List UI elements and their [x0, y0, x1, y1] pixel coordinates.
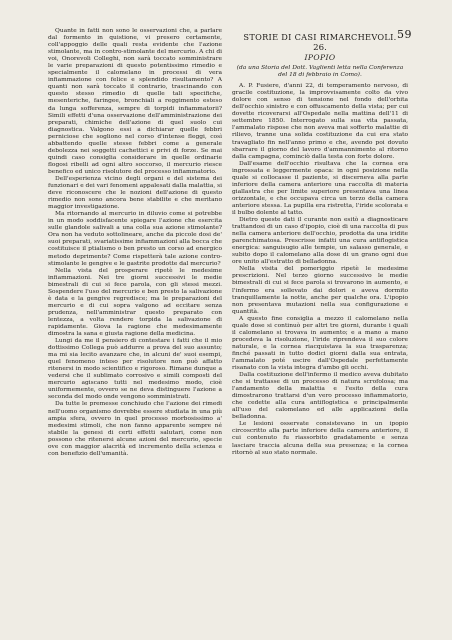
left-paragraph: Ma ritornando al mercurio in diluvio come si potrebbe in un modo soddisfacente spiegare l'azione che esercita sulle glandole salivali a una colla sua azione stimolante? Ora non ha veduto sottolineare, anche da piccole dosi de' suoi preparati, svariatissime infiammazioni alla bocca che costituisce il ptialismo o ben presto un corso ad energico metodo deprimente? Come rispetterà tale azione contro-stimolante le gengive e le gastrite prodotte dal mercurio?	[48, 211, 222, 267]
left-paragraph: Da tutte le premesse conchiudo che l'azione dei rimedi nell'uomo organismo dovrebbe essere studiata in una più ampia sfera, ovvero in quel processo morbosissimo a' medesimi stimoli, che non fanno apparente sempre né stabile la genesi di certi effetti salutari, come non possono che ritenersi alcune azioni del mercurio, specie ove con maggior alacrità ed incremento della scienza e con benefizio dell'umanità.	[48, 401, 222, 457]
right-paragraph: Dall'esame dell'occhio risultava che la cornea era ingrossata e leggermente opaca: in ogni posizione nella quale si collocasse il paziente, si discerneva alla parte inferiore della camera anteriore una raccolta di materia giallastra che per limite superiore presentava una linea orizzontale, e che occupava circa un terzo della camera anteriore stessa. La pupilla era ristretta, l'iride scolorata e il bulbo dolente al tatto.	[232, 160, 408, 216]
section-number: 26.	[313, 43, 327, 54]
left-paragraph: Dell'esperienza vicino degli organi e del sistema dei funzionari e dei vari fenomeni appalesati dalla malattia, si deve riconoscere che le nozioni dell'azione di questo rimedio non sono ancora bene stabilite e che meritano maggior investigazione.	[48, 175, 222, 211]
left-paragraph: Nella vista del prosperare ripetè le medesime infiammazioni. Nei tre giorni successivi le medie bimestrali di cui si fece parola, con gli stessi mezzi. Sospendere l'uso del mercurio e ben presto la salivazione è data e la gengive regredisce; ma le preparazioni del mercurio e di cui sopra valgono ad eccitare senza prudenza, nell'amministrar questo preparato con lentezza, a volta rendere torpida la salivazione di rapidamente. Giova la ragione che medesimamente dimostra la sana e giusta ragione della medicina.	[48, 267, 222, 338]
section-source-note: (da una Storia del Dott. Vaglienti letta nella Conferenza del 18 di febbraio in Como).	[236, 65, 404, 79]
right-paragraph: Dalla costituzione dell'infermo il medico aveva dubitato che si trattasse di un processo di natura scrofolosa; ma l'andamento della malattia e l'esito della cura dimostrarono trattarsi d'un vero processo infiammatorio, che cedette alla cura antiflogistica e principalmente all'uso del calomelano ed alle applicazioni della belladonna.	[232, 372, 408, 421]
right-paragraph: Le lesioni osservate consistevano in un ipopio circoscritto alla parte inferiore della camera anteriore, il cui contenuto fu riassorbito gradatamente e senza lasciare traccia alcuna della sua presenza; e la cornea ritornò al suo stato normale.	[232, 421, 408, 456]
left-paragraph: Lungi da me il pensiero di contestare i fatti che il mio dottissimo Collega può addurre a prova del suo assunto; ma mi sia lecito avanzare che, in alcuni de' suoi esempi, quel fenomeno inteso per risolutore non può affatto ritenersi in modo scientifico e rigoroso. Rimane dunque a vedersi che il sublimato corrosivo e simili composti del mercurio agiscano tutti nel medesimo modo, cioè uniformemente, ovvero se ne deva distinguere l'azione a seconda del modo onde vengono somministrati.	[48, 338, 222, 401]
left-column	[48, 28, 222, 630]
right-paragraph: A questo fine consiglia a mezzo il calomelano nella quale dose si continuò per altri tre giorni, durante i quali il calomelano si trovava in aumento; e a mano a mano procedeva la risoluzione, l'iride riprendeva il suo colore naturale, e la cornea riacquistava la sua trasparenza; finché passati in tutto dodici giorni dalla sua entrata, l'ammalato poté uscire dall'Ospedale perfettamente risanato con la vista integra d'ambo gli occhi.	[232, 315, 408, 372]
section-subtitle: IPOPIO	[304, 53, 336, 63]
page-number: 59	[397, 28, 412, 41]
right-column	[232, 34, 408, 630]
right-paragraph: A. P. Fusiere, d'anni 22, di temperamento nervoso, di gracile costituzione, la improvvisamente colto da vivo dolore con senso di tensione nel fondo dell'orbita dell'occhio sinistro e con offuscamento della vista; per cui dovette ricoverarsi all'Ospedale nella mattina dell'11 di settembre 1850. Interrogato sulla sua vita passata, l'ammalato rispose che non aveva mai sofferto malattie di rilievo, tranne una solida costituzione da cui era stato travagliato fin nell'anno primo e che, avendo poi dovuto sbarrare il giorno del lavoro d'ammannimento al ritorno dalla campagna, cominciò dalla testa con forte dolore.	[232, 83, 408, 160]
right-paragraph: Nella visita del pomeriggio ripetè le medesime prescrizioni. Nel terzo giorno successivo le medie bimestrali di cui si fece parola si trovarono in aumento, e l'infermo era sollevato dai dolori e aveva dormito tranquillamente la notte, anche per qualche ora. L'ipopio non presentava mutazioni nella sua configurazione e quantità.	[232, 266, 408, 315]
left-paragraph: Quante in fatti non sono le osservazioni che, a parlare dal formento in quistione, vi presero certamente, coll'appoggio delle quali resta evidente che l'azione stimolante, ma in contro-stimolante del mercurio. A chi di voi, Onorevoli Colleghi, non sarà toccato somministrare le varie preparazioni di questo potentissimo rimedio e specialmente il calomelano in processi di vera infiammazione con felice e splendido risultamento? A quanti non sarà toccato il contrario, trascinando con questo stesso rimedio di quelle tali specifiche, mesenteriche, faringee, bronchiali a reggimento esteso da lunga sofferenza, sempre di torpidi infiammatorii? Simili effetti d'una osservazione dell'amministrazione dei preparati, chimiche dell'azione di quel suolo cui diagnostica. Valgono essi a dichiarar quelle febbri perniciose che sogliono nel corso d'intense fleggi, così abbattendo quelle stesse febbri come a generale debolezza nei soggetti cachettici e privi di forze. Se mai quindi caso consiglia considerare in quelle ordinarie flogosi ribelli ad ogni altro soccorso, il mercurio riesce benefico ed unico risolutore del processo infiammatorio.	[48, 28, 222, 175]
section-title: STORIE DI CASI RIMARCHEVOLI.	[243, 34, 397, 42]
right-paragraph: Dietro queste dati il curante non esitò a diagnosticare trattandosi di un caso d'ipopio, cioè di una raccolta di pus nella camera anteriore dell'occhio, prodotta da una iridite parenchimatosa. Prescrisse infatti una cura antiflogistica energica: sanguisugio alle tempie, un salasso generale, e subito dopo il calomelano alla dose di un grano ogni due ore unito all'estratto di belladonna.	[232, 217, 408, 266]
right-column-body	[232, 83, 408, 456]
